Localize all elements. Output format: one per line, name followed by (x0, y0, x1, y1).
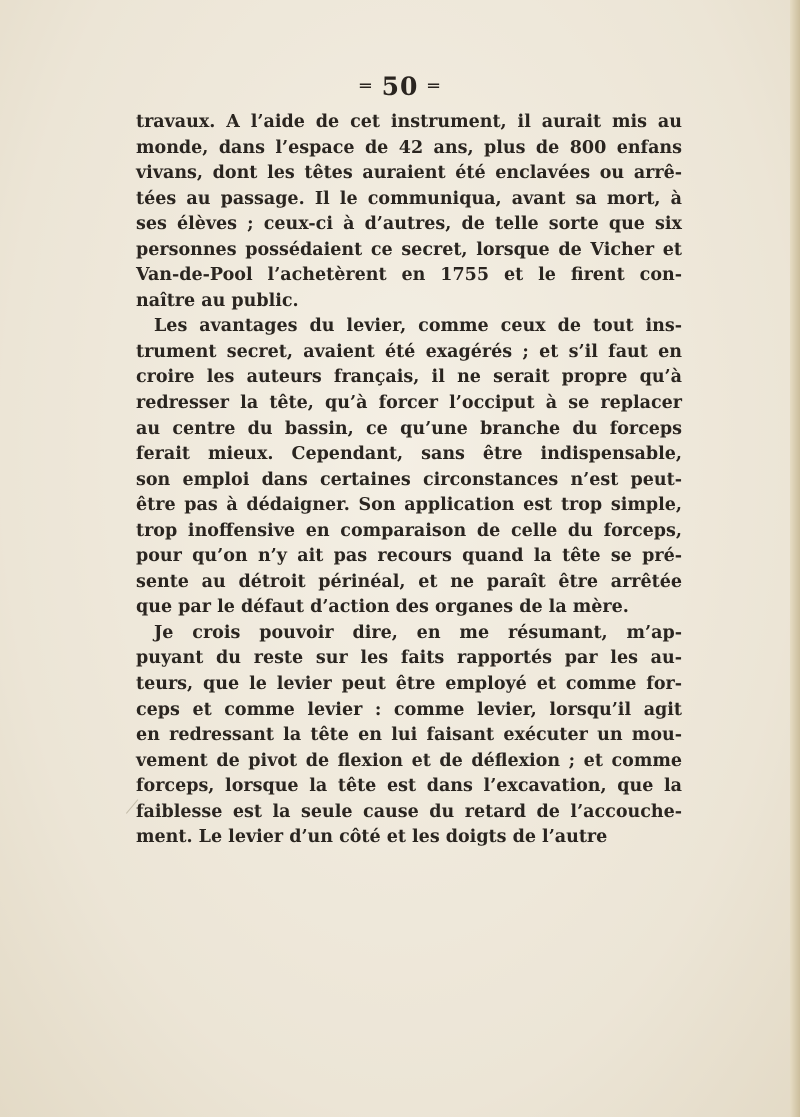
text-line: sente au détroit périnéal, et ne paraît être arrêtée (136, 571, 682, 592)
page-number: 50 (381, 72, 419, 101)
text-line: naître au public. (136, 290, 299, 311)
text-line: monde, dans l’espace de 42 ans, plus de 800 enfans (136, 137, 682, 158)
left-ornament: ═ (360, 76, 372, 97)
body-text (136, 110, 682, 851)
text-line: ment. Le levier d’un côté et les doigts de l’autre (136, 827, 608, 848)
text-line: faiblesse est la seule cause du retard de l’accouche- (136, 801, 682, 822)
page-header (0, 72, 800, 101)
text-line: au centre du bassin, ce qu’une branche du forceps (136, 418, 682, 439)
page-edge (790, 0, 800, 1117)
text-line: en redressant la tête en lui faisant exécuter un mou- (136, 725, 682, 746)
text-line: croire les auteurs français, il ne serait propre qu’à (136, 367, 682, 388)
text-line: son emploi dans certaines circonstances n’est peut- (136, 469, 682, 490)
text-line: forceps, lorsque la tête est dans l’excavation, que la (136, 776, 682, 797)
text-line: travaux. A l’aide de cet instrument, il aurait mis au (136, 112, 682, 132)
text-line: vement de pivot de flexion et de déflexion ; et comme (136, 750, 682, 771)
text-line: être pas à dédaigner. Son application est trop simple, (136, 495, 682, 516)
text-line: ferait mieux. Cependant, sans être indispensable, (136, 444, 682, 465)
text-line: Les avantages du levier, comme ceux de tout ins- (154, 316, 682, 337)
text-line: teurs, que le levier peut être employé et comme for- (136, 674, 682, 695)
text-line: ceps et comme levier : comme levier, lorsqu’il agit (136, 699, 682, 720)
text-line: Je crois pouvoir dire, en me résumant, m’ap- (154, 622, 682, 643)
text-line: vivans, dont les têtes auraient été enclavées ou arrê- (136, 163, 682, 184)
text-line: personnes possédaient ce secret, lorsque de Vicher et (136, 239, 682, 260)
text-line: redresser la tête, qu’à forcer l’occiput à se replacer (136, 393, 682, 414)
text-line: Van-de-Pool l’achetèrent en 1755 et le firent con- (136, 265, 682, 286)
right-ornament: ═ (428, 76, 440, 97)
text-line: trop inoffensive en comparaison de celle du forceps, (136, 520, 682, 541)
text-line: que par le défaut d’action des organes de la mère. (136, 597, 629, 618)
text-line: trument secret, avaient été exagérés ; et s’il faut en (136, 341, 682, 362)
text-line: puyant du reste sur les faits rapportés par les au- (136, 648, 682, 669)
text-line: ses élèves ; ceux-ci à d’autres, de telle sorte que six (136, 214, 682, 235)
text-line: tées au passage. Il le communiqua, avant sa mort, à (136, 188, 682, 209)
text-line: pour qu’on n’y ait pas recours quand la tête se pré- (136, 546, 682, 567)
